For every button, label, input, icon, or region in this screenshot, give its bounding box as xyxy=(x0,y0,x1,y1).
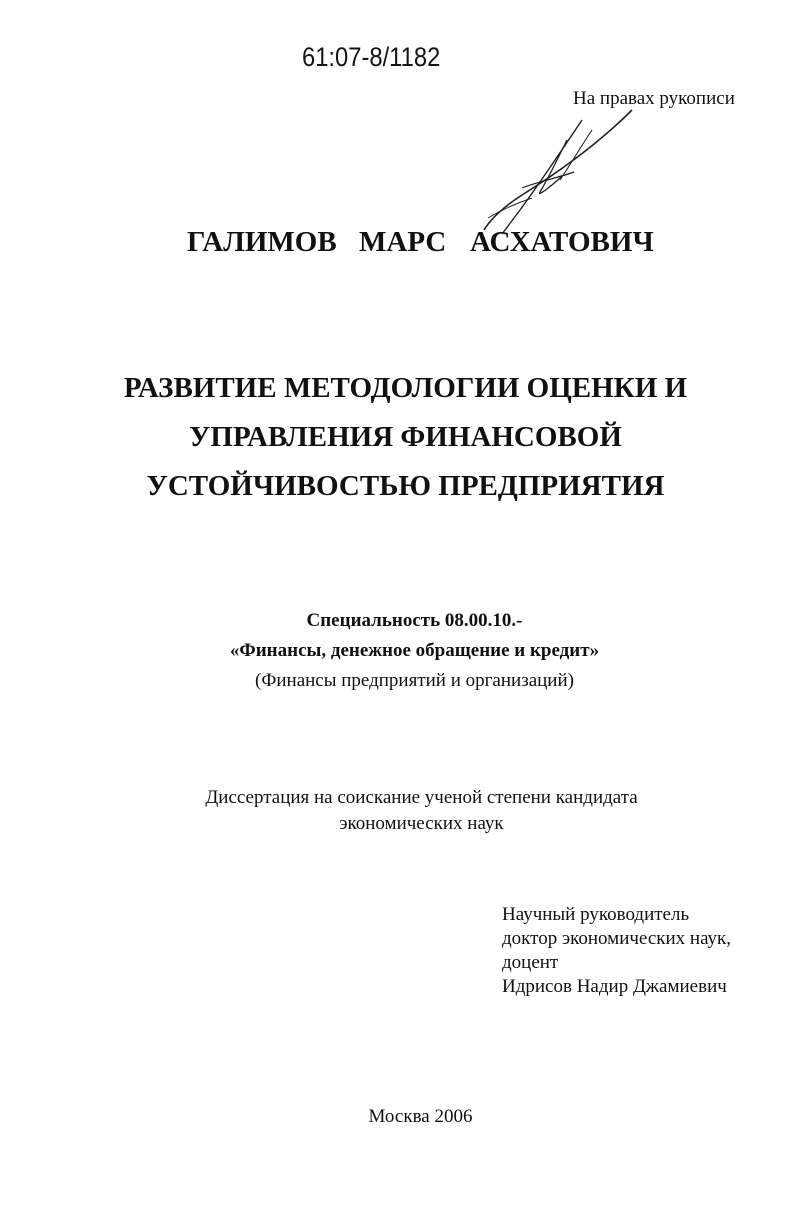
author-patronymic: АСХАТОВИЧ xyxy=(470,226,654,258)
handwritten-signature xyxy=(462,100,642,240)
specialty-code: Специальность 08.00.10.- xyxy=(306,610,523,631)
advisor-role: Научный руководитель xyxy=(502,904,690,925)
degree-line-1: Диссертация на соискание ученой степени кандидата xyxy=(205,787,638,808)
archive-stamp-number: 61:07-8/1182 xyxy=(302,42,441,72)
specialty-block xyxy=(0,606,793,696)
author-surname: ГАЛИМОВ xyxy=(187,226,337,258)
author-first-name: МАРС xyxy=(359,226,447,258)
city-year-text: Москва 2006 xyxy=(368,1106,473,1127)
advisor-name: Идрисов Надир Джамиевич xyxy=(502,976,727,997)
dissertation-degree xyxy=(0,785,793,837)
dissertation-title xyxy=(0,364,793,511)
rights-note: На правах рукописи xyxy=(573,88,735,109)
title-line-3: УСТОЙЧИВОСТЬЮ ПРЕДПРИЯТИЯ xyxy=(146,470,665,502)
specialty-name: «Финансы, денежное обращение и кредит» xyxy=(229,640,600,661)
specialty-branch: (Финансы предприятий и организаций) xyxy=(255,670,574,691)
degree-line-2: экономических наук xyxy=(339,813,504,834)
advisor-degree: доктор экономических наук, xyxy=(502,928,732,949)
city-year xyxy=(0,1106,793,1128)
advisor-rank: доцент xyxy=(502,952,559,973)
title-line-1: РАЗВИТИЕ МЕТОДОЛОГИИ ОЦЕНКИ И xyxy=(123,372,688,404)
title-line-2: УПРАВЛЕНИЯ ФИНАНСОВОЙ xyxy=(189,421,622,453)
scientific-advisor xyxy=(502,903,731,999)
